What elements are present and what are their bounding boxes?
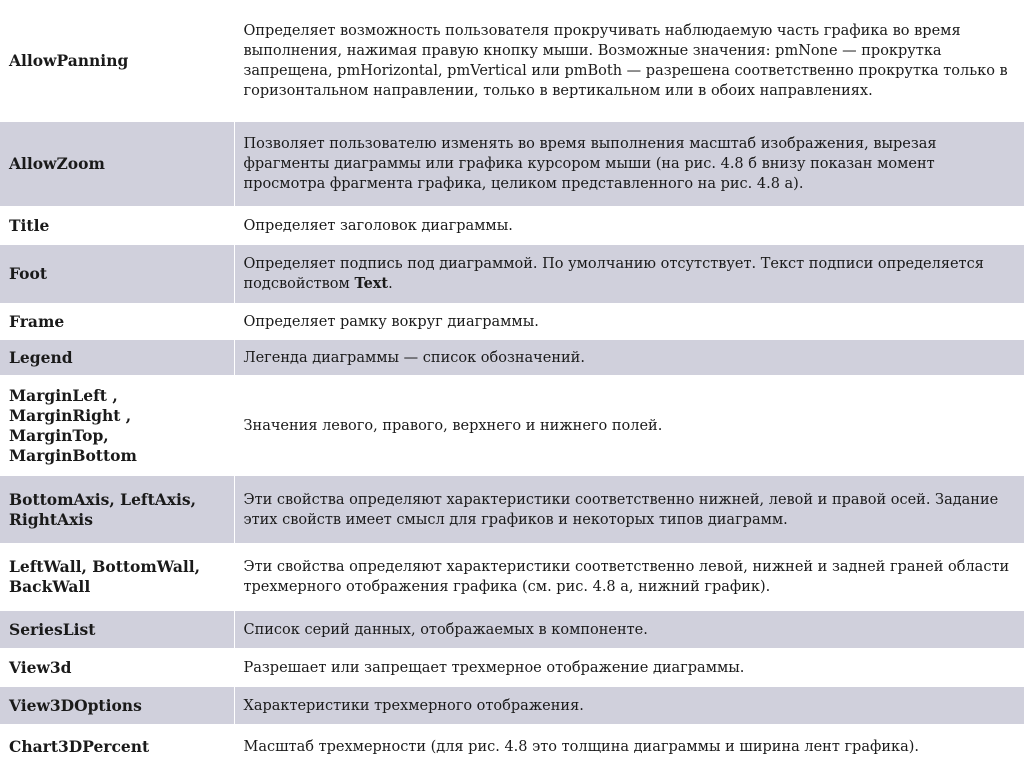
property-description: Масштаб трехмерности (для рис. 4.8 это толщина диаграммы и ширина лент графика). bbox=[234, 725, 1024, 769]
property-name: Frame bbox=[0, 304, 234, 340]
property-description: Эти свойства определяют характеристики соответственно левой, нижней и задней граней области трехмерного отображения графика (см. рис. 4.8 а, нижний график). bbox=[234, 544, 1024, 611]
property-description: Определяет возможность пользователя прокручивать наблюдаемую часть графика во время выполнения, нажимая правую кнопку мыши. Возможные значения: pmNone — прокрутка запрещена, pmHorizontal, pmVertical или pmBoth — разрешена соответственно прокрутка только в горизонтальном направлении, только в вертикальном или в обоих направлениях. bbox=[234, 1, 1024, 122]
property-name: View3DOptions bbox=[0, 687, 234, 725]
property-name-line: LeftWall, BottomWall, bbox=[9, 557, 201, 576]
property-description: Список серий данных, отображаемых в компоненте. bbox=[234, 611, 1024, 649]
property-name: AllowPanning bbox=[0, 1, 234, 122]
property-name: Chart3DPercent bbox=[0, 725, 234, 769]
property-name-line: BottomAxis, LeftAxis, bbox=[9, 489, 197, 509]
table-row bbox=[0, 304, 1024, 340]
property-name bbox=[0, 544, 234, 611]
table-row bbox=[0, 245, 1024, 304]
table-row bbox=[0, 1, 1024, 122]
property-description: Разрешает или запрещает трехмерное отображение диаграммы. bbox=[234, 649, 1024, 687]
description-end: . bbox=[388, 276, 393, 292]
property-description: Эти свойства определяют характеристики соответственно нижней, левой и правой осей. Задание этих свойств имеет смысл для графиков и некоторых типов диаграмм. bbox=[234, 476, 1024, 544]
table-row bbox=[0, 340, 1024, 376]
property-name: Legend bbox=[0, 340, 234, 376]
property-description: Характеристики трехмерного отображения. bbox=[234, 687, 1024, 725]
table-row bbox=[0, 687, 1024, 725]
property-name-line: RightAxis bbox=[9, 509, 93, 529]
table-row bbox=[0, 611, 1024, 649]
property-name-line: MarginBottom bbox=[9, 445, 137, 465]
property-description bbox=[234, 245, 1024, 304]
property-name bbox=[0, 476, 234, 544]
property-description: Значения левого, правого, верхнего и нижнего полей. bbox=[234, 376, 1024, 476]
property-description: Определяет рамку вокруг диаграммы. bbox=[234, 304, 1024, 340]
property-name-line: MarginLeft , bbox=[9, 385, 118, 405]
property-name: SeriesList bbox=[0, 611, 234, 649]
table-row bbox=[0, 544, 1024, 611]
property-name bbox=[0, 376, 234, 476]
property-name-line: MarginTop, bbox=[9, 425, 109, 445]
table-row bbox=[0, 649, 1024, 687]
property-name: Foot bbox=[0, 245, 234, 304]
table-row bbox=[0, 476, 1024, 544]
property-name-line: BackWall bbox=[9, 577, 91, 596]
table-row bbox=[0, 376, 1024, 476]
table-row bbox=[0, 725, 1024, 769]
description-text: Определяет подпись под диаграммой. По умолчанию отсутствует. Текст подписи определяется подсвойством bbox=[243, 256, 984, 292]
table-row bbox=[0, 122, 1024, 207]
table-row bbox=[0, 207, 1024, 245]
property-description: Определяет заголовок диаграммы. bbox=[234, 207, 1024, 245]
property-name-line: MarginRight , bbox=[9, 405, 132, 425]
property-name: View3d bbox=[0, 649, 234, 687]
description-bold-term: Text bbox=[354, 275, 389, 292]
property-description: Позволяет пользователю изменять во время выполнения масштаб изображения, вырезая фрагменты диаграммы или графика курсором мыши (на рис. 4.8 б внизу показан момент просмотра фрагмента графика, целиком представленного на рис. 4.8 а). bbox=[234, 122, 1024, 207]
property-description: Легенда диаграммы — список обозначений. bbox=[234, 340, 1024, 376]
property-name: Title bbox=[0, 207, 234, 245]
property-name: AllowZoom bbox=[0, 122, 234, 207]
